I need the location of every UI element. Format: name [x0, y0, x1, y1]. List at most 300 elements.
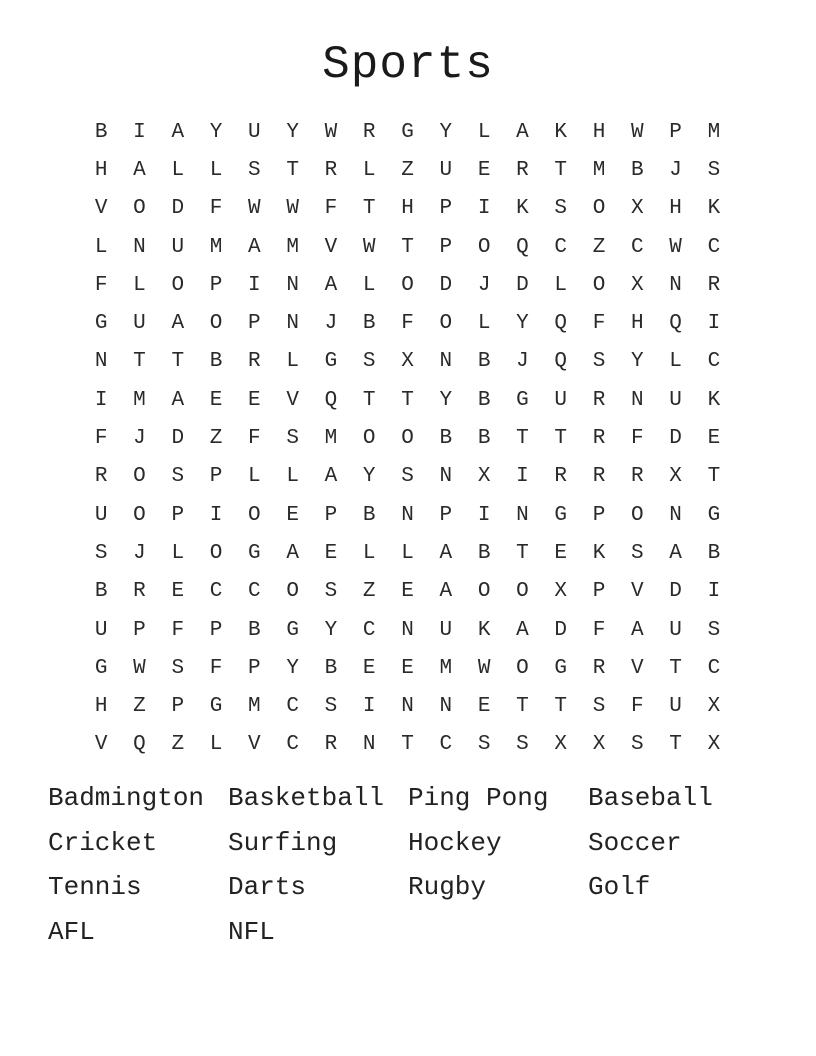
grid-letter: S — [171, 465, 185, 489]
grid-letter: F — [401, 312, 414, 336]
grid-letter: P — [439, 235, 453, 259]
grid-letter: Y — [439, 120, 453, 144]
grid-letter: L — [286, 465, 299, 489]
grid-letter: N — [286, 312, 299, 336]
grid-letter: T — [554, 427, 568, 451]
grid-letter: U — [248, 120, 261, 144]
grid-letter: F — [592, 312, 606, 336]
grid-letter: X — [554, 580, 568, 604]
grid-letter: V — [94, 733, 108, 757]
grid-letter: B — [477, 350, 491, 374]
grid-letter: D — [669, 580, 682, 604]
grid-letter: F — [209, 656, 223, 680]
word-list-item: AFL — [48, 917, 95, 948]
grid-letter: N — [362, 733, 376, 757]
grid-letter: M — [324, 427, 338, 451]
grid-letter: L — [209, 158, 223, 182]
word-list-item: Golf — [588, 872, 651, 903]
grid-letter: T — [554, 158, 568, 182]
grid-letter: C — [248, 580, 261, 604]
grid-letter: B — [362, 312, 376, 336]
grid-letter: U — [669, 388, 682, 412]
grid-letter: B — [248, 618, 261, 642]
grid-letter: G — [707, 503, 721, 527]
grid-letter: C — [707, 656, 721, 680]
grid-letter: X — [669, 465, 682, 489]
grid-letter: C — [631, 235, 644, 259]
grid-letter: T — [554, 695, 568, 719]
grid-letter: S — [286, 427, 299, 451]
word-list-item: Ping Pong — [408, 783, 549, 813]
grid-letter: U — [439, 618, 453, 642]
grid-letter: V — [631, 656, 644, 680]
grid-letter: R — [248, 350, 261, 374]
grid-letter: G — [209, 695, 223, 719]
grid-letter: V — [94, 197, 108, 221]
grid-letter: V — [286, 388, 299, 412]
grid-letter: H — [592, 120, 606, 144]
grid-letter: L — [248, 465, 261, 489]
word-list-item: Rugby — [408, 872, 487, 903]
grid-letter: Y — [324, 618, 338, 642]
grid-letter: L — [554, 273, 568, 297]
grid-letter: J — [133, 541, 146, 565]
grid-letter: F — [631, 427, 644, 451]
grid-letter: G — [516, 388, 529, 412]
word-list-item: Tennis — [48, 872, 142, 903]
grid-letter: Y — [209, 120, 223, 144]
grid-letter: T — [516, 427, 529, 451]
grid-letter: F — [94, 273, 108, 297]
grid-letter: P — [439, 503, 453, 527]
grid-letter: Q — [554, 350, 568, 374]
word-list-item: Hockey — [408, 827, 502, 858]
grid-letter: E — [554, 541, 568, 565]
grid-letter: S — [516, 733, 529, 757]
grid-letter: Z — [209, 427, 223, 451]
grid-letter: O — [133, 465, 146, 489]
grid-letter: P — [669, 120, 682, 144]
grid-letter: X — [592, 733, 606, 757]
grid-letter: R — [592, 427, 606, 451]
grid-letter: P — [592, 503, 606, 527]
grid-letter: H — [94, 158, 108, 182]
grid-letter: T — [171, 350, 185, 374]
grid-letter: G — [94, 656, 108, 680]
grid-letter: F — [248, 427, 261, 451]
grid-letter: E — [401, 656, 414, 680]
grid-letter: H — [401, 197, 414, 221]
grid-letter: Z — [592, 235, 606, 259]
grid-letter: L — [401, 541, 414, 565]
grid-letter: Y — [286, 656, 299, 680]
grid-letter: Y — [286, 120, 299, 144]
grid-letter: C — [439, 733, 453, 757]
grid-letter: F — [592, 618, 606, 642]
grid-letter: W — [477, 656, 491, 680]
grid-letter: K — [477, 618, 491, 642]
grid-letter: R — [631, 465, 644, 489]
grid-letter: I — [248, 273, 261, 297]
grid-letter: X — [477, 465, 491, 489]
grid-letter: G — [554, 503, 568, 527]
grid-letter: L — [133, 273, 146, 297]
grid-letter: L — [477, 120, 491, 144]
grid-letter: M — [592, 158, 606, 182]
grid-letter: B — [477, 541, 491, 565]
grid-letter: W — [669, 235, 682, 259]
grid-letter: R — [707, 273, 721, 297]
grid-letter: P — [324, 503, 338, 527]
grid-letter: O — [516, 580, 529, 604]
grid-letter: O — [516, 656, 529, 680]
grid-letter: N — [516, 503, 529, 527]
grid-letter: O — [209, 541, 223, 565]
grid-letter: L — [286, 350, 299, 374]
grid-letter: S — [592, 695, 606, 719]
grid-letter: N — [631, 388, 644, 412]
grid-letter: U — [94, 618, 108, 642]
grid-letter: M — [707, 120, 721, 144]
grid-letter: J — [516, 350, 529, 374]
grid-letter: W — [133, 656, 146, 680]
grid-letter: P — [171, 695, 185, 719]
grid-letter: F — [171, 618, 185, 642]
grid-letter: V — [631, 580, 644, 604]
word-list-item: Basketball — [228, 783, 385, 813]
grid-letter: T — [286, 158, 299, 182]
grid-letter: E — [401, 580, 414, 604]
grid-letter: U — [94, 503, 108, 527]
grid-letter: B — [439, 427, 453, 451]
grid-letter: M — [248, 695, 261, 719]
grid-letter: A — [439, 580, 453, 604]
grid-letter: A — [133, 158, 146, 182]
grid-letter: O — [631, 503, 644, 527]
grid-letter: Z — [401, 158, 414, 182]
grid-letter: H — [669, 197, 682, 221]
grid-letter: B — [94, 580, 108, 604]
grid-letter: Y — [362, 465, 376, 489]
word-list-item: Darts — [228, 872, 307, 903]
grid-letter: U — [439, 158, 453, 182]
grid-letter: I — [707, 580, 721, 604]
grid-letter: K — [592, 541, 606, 565]
grid-letter: M — [133, 388, 146, 412]
grid-letter: B — [324, 656, 338, 680]
grid-letter: W — [286, 197, 299, 221]
grid-letter: L — [171, 541, 185, 565]
grid-letter: F — [631, 695, 644, 719]
grid-letter: U — [554, 388, 568, 412]
grid-letter: L — [477, 312, 491, 336]
grid-letter: I — [516, 465, 529, 489]
grid-letter: P — [133, 618, 146, 642]
grid-letter: Q — [554, 312, 568, 336]
grid-letter: G — [554, 656, 568, 680]
grid-letter: A — [516, 120, 529, 144]
grid-letter: S — [477, 733, 491, 757]
grid-letter: A — [286, 541, 299, 565]
grid-letter: V — [324, 235, 338, 259]
grid-letter: G — [401, 120, 414, 144]
grid-letter: E — [209, 388, 223, 412]
grid-letter: A — [171, 312, 185, 336]
grid-letter: F — [324, 197, 338, 221]
grid-letter: X — [707, 695, 721, 719]
grid-letter: I — [209, 503, 223, 527]
grid-letter: R — [516, 158, 529, 182]
grid-letter: X — [401, 350, 414, 374]
grid-letter: O — [592, 197, 606, 221]
grid-letter: K — [707, 388, 721, 412]
grid-letter: S — [554, 197, 568, 221]
grid-letter: D — [554, 618, 568, 642]
grid-letter: C — [209, 580, 223, 604]
grid-letter: I — [94, 388, 108, 412]
grid-letter: R — [324, 733, 338, 757]
word-list-item: Cricket — [48, 827, 158, 858]
grid-letter: X — [631, 197, 644, 221]
grid-letter: B — [707, 541, 721, 565]
grid-letter: N — [401, 503, 414, 527]
grid-letter: P — [209, 465, 223, 489]
grid-letter: E — [477, 158, 491, 182]
grid-letter: A — [631, 618, 644, 642]
grid-letter: R — [133, 580, 146, 604]
grid-letter: E — [171, 580, 185, 604]
grid-letter: R — [324, 158, 338, 182]
grid-letter: Q — [516, 235, 529, 259]
grid-letter: U — [669, 695, 682, 719]
grid-letter: X — [707, 733, 721, 757]
grid-letter: O — [133, 197, 146, 221]
grid-letter: C — [286, 733, 299, 757]
grid-letter: P — [592, 580, 606, 604]
grid-letter: Z — [362, 580, 376, 604]
grid-letter: J — [669, 158, 682, 182]
grid-letter: H — [94, 695, 108, 719]
grid-letter: S — [401, 465, 414, 489]
grid-letter: C — [554, 235, 568, 259]
grid-letter: R — [94, 465, 108, 489]
grid-letter: X — [631, 273, 644, 297]
grid-letter: N — [286, 273, 299, 297]
grid-letter: E — [477, 695, 491, 719]
grid-letter: L — [362, 158, 376, 182]
grid-letter: I — [477, 197, 491, 221]
grid-letter: O — [401, 273, 414, 297]
grid-letter: R — [592, 388, 606, 412]
grid-letter: E — [286, 503, 299, 527]
grid-letter: J — [477, 273, 491, 297]
grid-letter: G — [94, 312, 108, 336]
grid-letter: J — [324, 312, 338, 336]
grid-letter: I — [477, 503, 491, 527]
grid-letter: N — [94, 350, 108, 374]
grid-letter: A — [324, 465, 338, 489]
grid-letter: K — [516, 197, 529, 221]
grid-letter: R — [362, 120, 376, 144]
grid-letter: R — [592, 465, 606, 489]
grid-letter: T — [401, 388, 414, 412]
grid-letter: L — [362, 541, 376, 565]
grid-letter: B — [631, 158, 644, 182]
grid-letter: W — [248, 197, 261, 221]
grid-letter: P — [248, 312, 261, 336]
grid-letter: R — [592, 656, 606, 680]
grid-letter: L — [669, 350, 682, 374]
grid-letter: O — [286, 580, 299, 604]
grid-letter: D — [439, 273, 453, 297]
grid-letter: S — [362, 350, 376, 374]
grid-letter: L — [362, 273, 376, 297]
grid-letter: E — [362, 656, 376, 680]
grid-letter: F — [94, 427, 108, 451]
grid-letter: Q — [669, 312, 682, 336]
grid-letter: N — [669, 273, 682, 297]
grid-letter: S — [324, 695, 338, 719]
grid-letter: A — [248, 235, 261, 259]
grid-letter: S — [171, 656, 185, 680]
grid-letter: Y — [516, 312, 529, 336]
grid-letter: T — [133, 350, 146, 374]
grid-letter: P — [171, 503, 185, 527]
grid-letter: S — [707, 618, 721, 642]
grid-letter: E — [248, 388, 261, 412]
grid-letter: N — [401, 695, 414, 719]
grid-letter: I — [362, 695, 376, 719]
grid-letter: A — [439, 541, 453, 565]
grid-letter: O — [248, 503, 261, 527]
grid-letter: O — [171, 273, 185, 297]
page-title: Sports — [322, 39, 494, 91]
grid-letter: N — [439, 465, 453, 489]
grid-letter: D — [669, 427, 682, 451]
grid-letter: L — [171, 158, 185, 182]
grid-letter: U — [669, 618, 682, 642]
grid-letter: N — [133, 235, 146, 259]
grid-letter: O — [362, 427, 376, 451]
grid-letter: T — [669, 656, 682, 680]
grid-letter: K — [554, 120, 568, 144]
grid-letter: N — [439, 695, 453, 719]
grid-letter: S — [707, 158, 721, 182]
grid-letter: A — [171, 388, 185, 412]
grid-letter: R — [554, 465, 568, 489]
grid-letter: B — [209, 350, 223, 374]
grid-letter: K — [707, 197, 721, 221]
grid-letter: Y — [439, 388, 453, 412]
grid-letter: Y — [631, 350, 644, 374]
grid-letter: O — [133, 503, 146, 527]
grid-letter: C — [286, 695, 299, 719]
grid-letter: T — [516, 695, 529, 719]
grid-letter: H — [631, 312, 644, 336]
word-list-item: Badmington — [48, 783, 205, 813]
grid-letter: O — [209, 312, 223, 336]
grid-letter: M — [286, 235, 299, 259]
grid-letter: S — [94, 541, 108, 565]
grid-letter: U — [171, 235, 185, 259]
grid-letter: E — [324, 541, 338, 565]
grid-letter: D — [171, 197, 185, 221]
grid-letter: S — [324, 580, 338, 604]
grid-letter: W — [631, 120, 644, 144]
grid-letter: D — [171, 427, 185, 451]
grid-letter: F — [209, 197, 223, 221]
grid-letter: L — [209, 733, 223, 757]
word-list-item: Surfing — [228, 827, 338, 858]
grid-letter: W — [324, 120, 338, 144]
word-list-item: Baseball — [588, 783, 713, 813]
grid-letter: I — [133, 120, 146, 144]
grid-letter: I — [707, 312, 721, 336]
grid-letter: B — [477, 388, 491, 412]
word-list-item: NFL — [228, 917, 275, 948]
grid-letter: A — [516, 618, 529, 642]
grid-letter: M — [209, 235, 223, 259]
grid-letter: T — [516, 541, 529, 565]
grid-letter: C — [707, 235, 721, 259]
grid-letter: A — [324, 273, 338, 297]
grid-letter: T — [401, 733, 414, 757]
grid-letter: V — [248, 733, 261, 757]
grid-letter: G — [324, 350, 338, 374]
grid-letter: T — [669, 733, 682, 757]
grid-letter: A — [171, 120, 185, 144]
grid-letter: A — [669, 541, 682, 565]
grid-letter: T — [362, 388, 376, 412]
grid-letter: Q — [324, 388, 338, 412]
grid-letter: G — [248, 541, 261, 565]
grid-letter: G — [286, 618, 299, 642]
grid-letter: Z — [171, 733, 185, 757]
grid-letter: T — [707, 465, 721, 489]
grid-letter: O — [592, 273, 606, 297]
grid-letter: S — [248, 158, 261, 182]
grid-letter: N — [439, 350, 453, 374]
grid-letter: P — [209, 618, 223, 642]
grid-letter: B — [94, 120, 108, 144]
word-list — [48, 776, 768, 955]
grid-letter: O — [477, 235, 491, 259]
grid-letter: P — [209, 273, 223, 297]
grid-letter: Z — [133, 695, 146, 719]
grid-letter: D — [516, 273, 529, 297]
grid-letter: P — [248, 656, 261, 680]
grid-letter: E — [707, 427, 721, 451]
grid-letter: W — [362, 235, 376, 259]
grid-letter: T — [362, 197, 376, 221]
grid-letter: O — [477, 580, 491, 604]
grid-letter: C — [707, 350, 721, 374]
letter-grid — [82, 113, 733, 764]
grid-letter: P — [439, 197, 453, 221]
grid-letter: O — [439, 312, 453, 336]
grid-letter: N — [669, 503, 682, 527]
grid-letter: Q — [133, 733, 146, 757]
grid-letter: B — [362, 503, 376, 527]
grid-letter: T — [401, 235, 414, 259]
grid-letter: C — [362, 618, 376, 642]
grid-letter: J — [133, 427, 146, 451]
grid-letter: N — [401, 618, 414, 642]
grid-letter: S — [592, 350, 606, 374]
grid-letter: X — [554, 733, 568, 757]
grid-letter: S — [631, 733, 644, 757]
grid-letter: O — [401, 427, 414, 451]
